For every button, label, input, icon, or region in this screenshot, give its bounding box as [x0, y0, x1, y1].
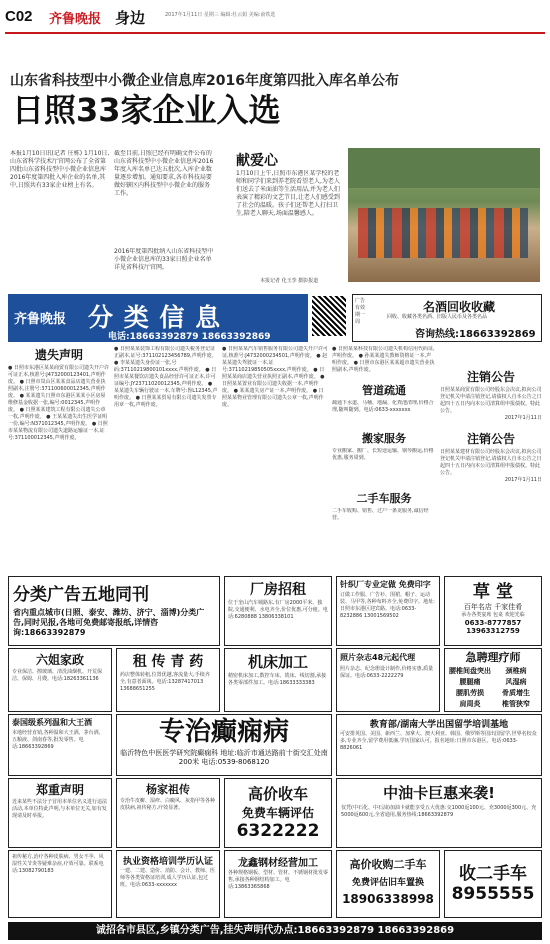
exam-title: 执业资格培训学历认证 — [122, 857, 213, 867]
page-number: C02 — [5, 8, 33, 25]
banner-phone: 电话:18663392879 18663392869 — [108, 332, 271, 342]
footer-bar: 诚招各市县区,乡镇分类广告,挂失声明代办点:18663392879 18663392869 — [8, 922, 542, 940]
ad-rent — [116, 648, 220, 712]
wine-title: 泰国级系列温和大王酒 — [12, 718, 92, 727]
photo-title: 照片杂志48元起代理 — [340, 653, 416, 662]
col-4 — [332, 346, 436, 574]
caotang-desc: 承办各类宴席 包桌 欢迎光临 — [461, 612, 525, 618]
car-phone: 6322222 — [236, 821, 320, 841]
ad-fenlei — [8, 576, 220, 646]
photo-desc: 照片杂志、纪念册设计制作,价格实惠,质量保证。电话:0633-2222279 — [340, 666, 434, 679]
health-desc: 祖传秘方,治疗各种皮肤病、男女不孕、风湿性关节炎等疑难杂症,疗效可靠。联系电话:13082790183 — [12, 854, 104, 874]
zheng-desc: 近来某些不法分子冒用本单位名义进行违法活动,本单位特此声明,与本单位无关,如有发现请及时举报。 — [12, 799, 108, 819]
recruit-item: 骨质增生 — [502, 689, 530, 697]
machine-desc: 精密机床加工,数控车床、铣床、线切割,承接各类零部件加工。电话:18633333383 — [228, 673, 327, 686]
col-2: ● 日照某某装饰工程有限公司遗失税务登记证正副本,证号:371102123456789,声明作废。 ● 李某某遗失身份证一张,号码:37110219800101xxxx,声明作废。 ● 日照市某某餐饮店遗失食品经营许可证正本,许可证编号:JY23711020012345,声明作废。 ● 某某遗失车辆行驶证一本,车牌号:鲁L12345,声明作废。 ● 日照某某贸易有限公司遗失发票专用章一枚,声明作废。 — [114, 346, 218, 408]
lost-text: ● 日照市东港区某某商贸有限公司遗失开户许可证正本,核准号:J4732000123401,声明作废。 ● 日照市岚山区某某食品店遗失营业执照副本,注册号:371100600012345,声明作废。 ● 某某遗失日照市东港区某某小区房屋维修基金收据一张,编号:0012345,声明作废。 ● 日照某某建筑工程有限公司遗失公章一枚,声明作废。 ● 王某某遗失出生医学证明一份,编号:N371012345,声明作废。 ● 日照市某某物流有限公司遗失道路运输证一本,证号:371100012345,声明作废。 — [8, 365, 109, 441]
usedcar-title: 二手车服务 — [356, 492, 412, 505]
fenlei-title: 分类广告五地同刊 — [13, 585, 149, 605]
car2-title: 高价收购二手车 — [349, 858, 427, 871]
cash-phone: 咨询热线:18663392869 — [415, 329, 536, 340]
page-header — [5, 6, 545, 32]
classified-banner — [8, 294, 308, 342]
move-title: 搬家服务 — [362, 432, 406, 445]
machine-title: 机床加工 — [247, 653, 308, 671]
ad-machine — [224, 648, 332, 712]
qr-code — [312, 296, 346, 336]
car-sub: 免费车辆评估 — [241, 806, 314, 820]
cash-title: 名酒回收收藏 — [423, 300, 496, 314]
feature-title: 献爱心 — [236, 153, 278, 169]
ad-factory — [224, 576, 332, 646]
six-title: 六姐家政 — [35, 653, 84, 667]
recruit-item: 椎管狭窄 — [502, 700, 530, 708]
lost-title: 遗失声明 — [34, 348, 83, 362]
edu-desc: 可安排英国、美国、新西兰、加拿大、澳大利亚、韩国、俄罗斯等国出国留学,世界名校众多,专业齐全,留学费用低廉,学历国家认可。报名地址:日照市东港区。电话:0633-8826061 — [340, 731, 537, 751]
yang-desc: 专治牛皮癣、湿疹、白癜风、灰指甲等各种皮肤病,祖传秘方,疗效显著。 — [120, 798, 216, 811]
rent-title: 租 传 青 药 — [132, 654, 204, 670]
fenlei-desc: 省内重点城市(日照、泰安、潍坊、济宁、淄博)分类广告,同时见报,各地可免费邮寄报纸,详情咨询:18663392879 — [13, 608, 205, 637]
oil-title: 中油卡巨惠来袭! — [383, 784, 495, 802]
ad-car3 — [444, 850, 542, 918]
header-meta: 2017年1月11日 星期三 编辑:杜云娟 美编:俞铁选 — [165, 12, 276, 18]
article-col-3: 2016年度第四批纳入山东省科技型中小微企业信息库的33家日照企业名单详见省科技厅官网。 — [114, 248, 214, 271]
caotang-sub: 百年名店 千家佳肴 — [463, 603, 523, 611]
epilepsy-title: 专治癫痫病 — [158, 717, 289, 747]
steel-title: 龙鑫钢材经营加工 — [238, 858, 318, 869]
edu-title: 教育部/湖南大学出国留学培训基地 — [369, 720, 509, 730]
ad-edu — [336, 714, 542, 776]
ad-epilepsy — [116, 714, 332, 776]
col-5 — [440, 346, 542, 574]
ad-oil — [336, 778, 542, 848]
recruit-list — [445, 665, 541, 711]
col-lost — [8, 346, 110, 574]
cash-desc: 回收、收藏各类名酒、旧版人民币及各类名品 — [387, 314, 488, 320]
ad-health — [8, 850, 112, 918]
car2-desc: 免费评估旧车置换 — [351, 878, 424, 888]
notice1-date: 2017年1月11日 — [504, 415, 542, 421]
feature-body: 1月10日上午,日照市东港区某学校的老师和同学们来到养老院看望老人,为老人们送去了米面油等生活用品,并为老人们表演了精彩的文艺节目,让老人们感受到了社会的温暖。孩子们还帮老人打扫卫生,陪老人聊天,场面温馨感人。 — [236, 170, 340, 217]
factory-title: 厂房招租 — [250, 582, 306, 598]
col-3: ● 日照某某汽车销售服务有限公司遗失开户许可证,核准号:J4732000234501,声明作废。 ● 赵某某遗失驾驶证一本,证号:37110219850505xxxx,声明作废。 ● 日照某某商店遗失营业执照正副本,声明作废。 ● 日照某某置业有限公司遗失收据一本,声明作废。 ● 某某遗失房产证一本,声明作废。 ● 日照某某物业管理有限公司遗失公章一枚,声明作废。 — [222, 346, 328, 408]
oil-desc: 仅凭(中石化、中石油)加油卡就能享受五大优惠:交1000返100元、充3000返300元、充5000返600元,全省通用,服务热线:18663392879 — [341, 805, 537, 818]
factory-desc: 位于奎山汽车城路东,有厂房2000平米、独院,交通便利、水电齐全,价位优惠,可分租。电话:6280888 13806338101 — [228, 600, 328, 620]
recruit-item: 腰腿痛 — [459, 678, 481, 686]
ad-caotang — [444, 576, 542, 646]
col4-text: ● 日照某某科技有限公司遗失机构信用代码证,声明作废。 ● 孙某某遗失教师资格证一本,声明作废。 ● 日照市东港区某某超市遗失营业执照副本,声明作废。 — [332, 346, 435, 373]
rent-desc: 药店整体转租,位置优越,客流量大,手续齐全,有意者面谈。电话:13287417013 13688651255 — [120, 672, 210, 692]
feature-credit: 本报记者 化玉孪 摄影报道 — [260, 278, 319, 284]
ad-car2 — [336, 850, 440, 918]
usedcar-text: 二手车收购、销售、过户一条龙服务,诚信经营。 — [332, 508, 429, 521]
recruit-title: 急聘理疗师 — [465, 651, 521, 664]
recruit-item: 风湿病 — [505, 678, 527, 686]
ad-exam — [116, 850, 220, 918]
steel-desc: 各种规格钢板、型材、管材、不锈钢材批发零售,承接各种钢结构加工。电话:13863365868 — [228, 870, 329, 890]
needle-desc: 订做工作服、广告衫、围裙、帽子、运动装、马甲等,各种布料齐全,免费印字。地址:日照市东港区迎宾路。电话:0633-8232886 13001569502 — [340, 592, 435, 619]
article-col-1: 本报1月10日讯(记者 庄栋) 1月10日,山东省科学技术厅官网公布了全省第四批山东省科技型中小微企业信息库2016年度第四批入库企业的名单,其中,日照共有33家企业榜上有名。 — [10, 150, 110, 189]
needle-title: 针织厂专业定做 免费印字 — [340, 580, 431, 589]
ad-yang — [116, 778, 220, 848]
pipe-text: 疏通下水道、马桶、地漏、化粪池清理,价格合理,随叫随到。电话:0633-xxxxxxx — [332, 400, 434, 413]
notice2-title: 注销公告 — [466, 432, 515, 446]
notice1-title: 注销公告 — [466, 370, 515, 384]
recruit-item: 颈椎病 — [505, 667, 527, 675]
car-title: 高价收车 — [247, 785, 308, 803]
car2-phone: 18906338998 — [342, 892, 434, 906]
wine-desc: 本地经营直销,各种温和大王酒、茅台酒、五粮液、剑南春等,批发零售。电话:18663392869 — [12, 730, 104, 750]
ad-six — [8, 648, 112, 712]
ad-needle — [336, 576, 440, 646]
article-col-2: 截至目前,日照已经有明确文件公布的山东省科技型中小微企业信息库2016年度入库名单已达五批次,入库企业数量逐步增加。通知要求,各市科技局要做好辖区内科技型中小微企业的服务工作。 — [114, 150, 214, 197]
feature-photo — [348, 148, 540, 282]
ad-photo — [336, 648, 440, 712]
epilepsy-desc: 临沂特色中医医学研究院癫痫科 地址:临沂市通达路前十街交汇处南200米 电话:0539-8068120 — [120, 749, 328, 766]
car3-phone: 8955555 — [451, 884, 535, 904]
ad-car — [224, 778, 332, 848]
banner-title: 分 类 信 息 — [88, 303, 222, 332]
pipe-title: 管道疏通 — [362, 384, 406, 397]
ad-steel — [224, 850, 332, 918]
ad-zheng — [8, 778, 112, 848]
caotang-title: 草 堂 — [473, 582, 513, 602]
header-rule — [5, 32, 545, 34]
paper-logo: 齐鲁晚报 — [49, 12, 102, 27]
zheng-title: 郑重声明 — [35, 783, 84, 797]
cash-side: 广告有效期一周 — [355, 298, 366, 325]
move-text: 专业搬家、搬厂、长短途运输、钢琴搬运,价格优惠,服务周到。 — [332, 448, 434, 461]
car3-title: 收二手车 — [459, 864, 527, 884]
headline: 日照33家企业入选 — [12, 91, 281, 129]
notice2-date: 2017年1月11日 — [504, 477, 542, 483]
yang-title: 杨家祖传 — [146, 783, 190, 796]
six-desc: 专业保洁、擦玻璃、清洗油烟机、开荒保洁、保姆、月嫂。电话:18263361136 — [12, 669, 103, 682]
caotang-phone: 0633-8777857 13963312759 — [464, 619, 522, 635]
banner-logo: 齐鲁晚报 — [14, 312, 67, 327]
recruit-item: 腰椎间盘突出 — [449, 667, 491, 675]
recruit-item: 肩周炎 — [459, 700, 481, 708]
section-title: 身边 — [115, 9, 146, 27]
notice1-text: 日照某某商贸有限公司经股东会决议,拟向公司登记机关申请注销登记,请债权人自本公告之日起四十五日内向本公司清算组申报债权。特此公告。 — [440, 387, 542, 414]
ad-recruit — [444, 648, 542, 712]
cash-ad — [352, 294, 542, 342]
exam-desc: 一建、二建、造价、消防、会计、教师、医师等各类资格证培训,成人学历认证,包过班。电话:0633-xxxxxxx — [120, 868, 216, 888]
notice2-text: 日照某某建材有限公司经股东会决议,拟向公司登记机关申请注销登记,请债权人自本公告之日起四十五日内向本公司清算组申报债权。特此公告。 — [440, 449, 542, 476]
ad-wine — [8, 714, 112, 776]
kicker: 山东省科技型中小微企业信息库2016年度第四批入库名单公布 — [10, 73, 399, 89]
recruit-item: 腰肌劳损 — [456, 689, 484, 697]
